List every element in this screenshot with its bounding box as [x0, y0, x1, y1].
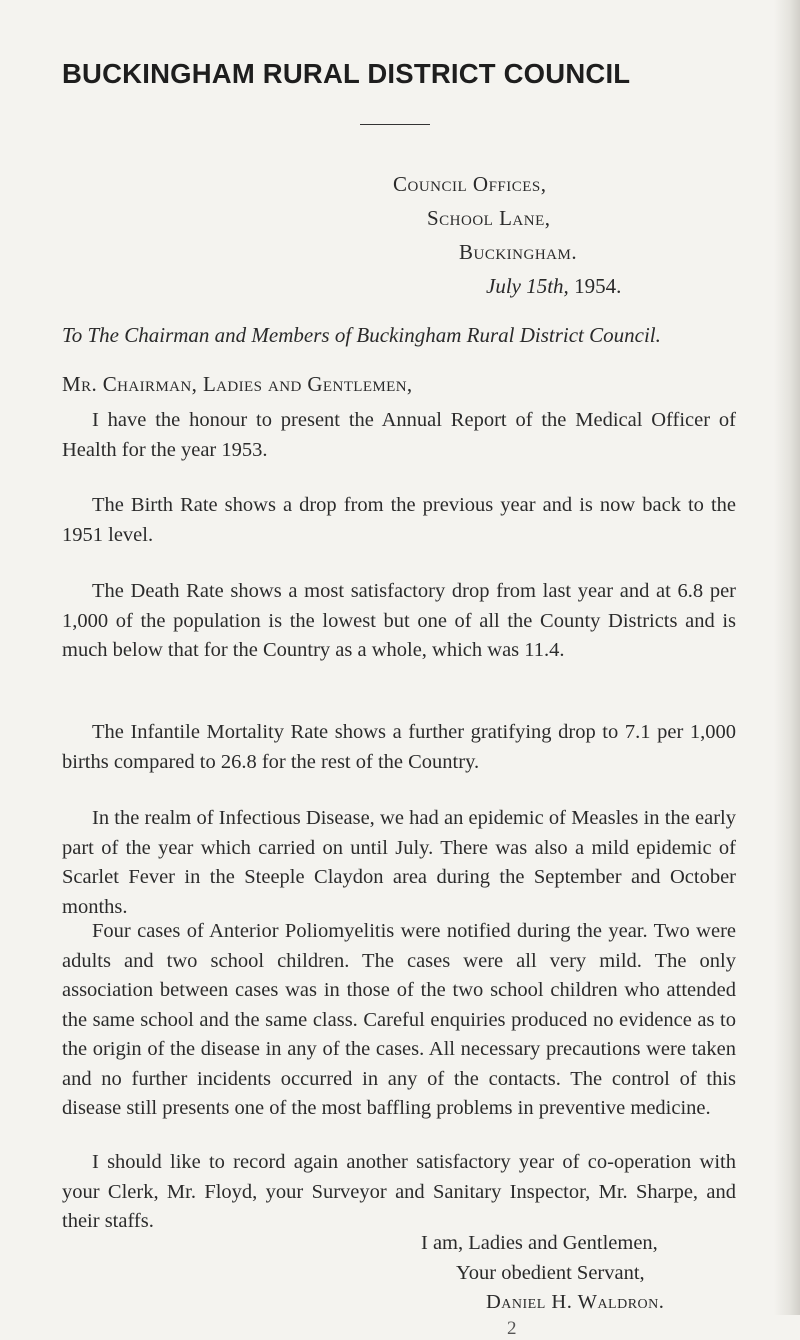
page-number: 2 — [507, 1318, 517, 1339]
paragraph-4: The Infantile Mortality Rate shows a further gratifying drop to 7.1 per 1,000 births compared to 26.8 for the rest of the Country. — [62, 721, 736, 773]
letter-date — [486, 274, 621, 299]
paragraph-2: The Birth Rate shows a drop from the previous year and is now back to the 1951 level. — [62, 494, 736, 546]
address-line-3: Buckingham. — [459, 240, 578, 264]
date-day-month: July 15th, — [486, 274, 569, 298]
paragraph-6: Four cases of Anterior Poliomyelitis were notified during the year. Two were adults and two school children. The cases were all very mild. The only association between cases was in those of the two school children who attended the same school and the same class. Careful enquiries produced no evidence as to the origin of the disease in any of the cases. All necessary precautions were taken and no further incidents occurred in any of the contacts. The control of this disease still presents one of the most baffling problems in preventive medicine. — [62, 920, 736, 1119]
signature: Daniel H. Waldron. — [486, 1291, 665, 1313]
date-year: 1954. — [568, 274, 622, 298]
addressee: To The Chairman and Members of Buckingham Rural District Council. — [62, 323, 661, 347]
paragraph-3: The Death Rate shows a most satisfactory drop from last year and at 6.8 per 1,000 of the population is the lowest but one of all the County Districts and is much below that for the Country as a whole, which was 11.4. — [62, 580, 736, 661]
paragraph-1: I have the honour to present the Annual Report of the Medical Officer of Health for the year 1953. — [62, 409, 736, 461]
address-line-1: Council Offices, — [393, 172, 547, 196]
paragraph-7: I should like to record again another satisfactory year of co-operation with your Clerk, Mr. Floyd, your Surveyor and Sanitary Inspector, Mr. Sharpe, and their staffs. — [62, 1151, 736, 1232]
title-divider — [360, 124, 430, 125]
document-title: BUCKINGHAM RURAL DISTRICT COUNCIL — [62, 58, 631, 89]
page-edge-shadow — [774, 0, 800, 1315]
address-line-2: School Lane, — [427, 206, 551, 230]
greeting: Mr. Chairman, Ladies and Gentlemen, — [62, 372, 413, 396]
closing-line-2: Your obedient Servant, — [456, 1262, 645, 1284]
paragraph-5: In the realm of Infectious Disease, we had an epidemic of Measles in the early part of the year which carried on until July. There was also a mild epidemic of Scarlet Fever in the Steeple Claydon area during the September and October months. — [62, 807, 736, 918]
closing-line-1: I am, Ladies and Gentlemen, — [421, 1232, 658, 1254]
